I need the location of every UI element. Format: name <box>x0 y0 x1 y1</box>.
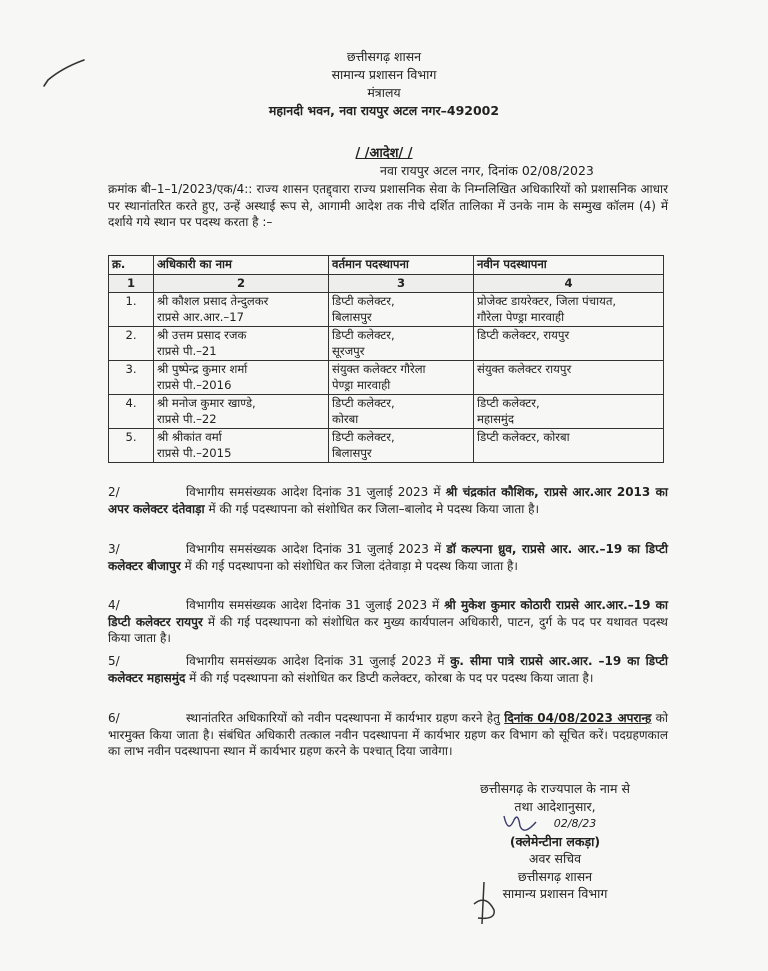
header-officer-name: अधिकारी का नाम <box>154 256 329 275</box>
cell-officer-name-line: श्री मनोज कुमार खाण्डे, <box>157 396 256 410</box>
intro-paragraph: क्रमांक बी–1–1/2023/एक/4:: राज्य शासन एतद्द्वारा राज्य प्रशासनिक सेवा के निम्नलिखित अधिकारियों को प्रशासनिक आधार पर स्थानांतरित करते हुए, उन्हें अस्थाई रूप से, आगामी आदेश तक नीचे दर्शित तालिका में उनके नाम के सम्मुख कॉलम (4) में दर्शाये गये स्थान पर पदस्थ करता है :– <box>108 182 668 230</box>
cell-current-posting-line: सूरजपुर <box>332 343 365 358</box>
cell-serial <box>109 429 154 463</box>
header-new-posting: नवीन पदस्थापना <box>474 256 664 275</box>
cell-new-posting-line: डिप्टी कलेक्टर, <box>477 396 540 410</box>
paragraph-3: 3/ विभागीय समसंख्यक आदेश दिनांक 31 जुलाई 2023 में डॉ कल्पना ध्रुव, राप्रसे आर. आर.–19 का डिप्टी कलेक्टर बीजापुर में की गई पदस्थापना को संशोधित कर जिला दंतेवाड़ा मे पदस्थ किया जाता है। <box>108 542 668 573</box>
header-current-posting: वर्तमान पदस्थापना <box>329 256 474 275</box>
cell-officer-name-line: श्री कौशल प्रसाद तेन्दुलकर <box>157 294 269 308</box>
order-dateline: नवा रायपुर अटल नगर, दिनांक 02/08/2023 <box>380 163 594 178</box>
header-ministry: मंत्रालय <box>367 85 401 100</box>
cell-new-posting-line <box>477 344 660 360</box>
table-index-row: 1 2 3 4 <box>109 274 664 293</box>
cell-officer-name-line: राप्रसे पी.–22 <box>157 411 217 426</box>
cell-serial-line: 2. <box>125 328 137 342</box>
cell-new-posting <box>474 361 664 395</box>
cell-new-posting-line: डिप्टी कलेक्टर, रायपुर <box>477 328 570 342</box>
signatory-department: सामान्य प्रशासन विभाग <box>502 886 608 901</box>
cell-officer-name <box>154 327 329 361</box>
paragraph-2: 2/ विभागीय समसंख्यक आदेश दिनांक 31 जुलाई 2023 में श्री चंद्रकांत कौशिक, राप्रसे आर.आर 2013 का अपर कलेक्टर दंतेवाड़ा में की गई पदस्थापना को संशोधित कर जिला–बालोद मे पदस्थ किया जाता है। <box>108 485 669 516</box>
cell-current-posting <box>329 395 474 429</box>
handwritten-signature-icon <box>470 880 500 926</box>
letterhead <box>0 48 768 120</box>
cell-serial <box>109 293 154 327</box>
cell-new-posting-line: प्रोजेक्ट डायरेक्टर, जिला पंचायत, <box>477 294 617 308</box>
paragraph-6: 6/ स्थानांतरित अधिकारियों को नवीन पदस्थापना में कार्यभार ग्रहण करने हेतु दिनांक 04/08/2023 अपरान्ह को भारमुक्त किया जाता है। संबंधित अधिकारी तत्काल नवीन पदस्थापना में कार्यभार ग्रहण कर विभाग को सूचित करें। पदग्रहणकाल का लाभ नवीन पदस्थापना स्थान में कार्यभार ग्रहण करने के पश्चात् दिया जावेगा। <box>108 711 668 759</box>
cell-serial-line: 1. <box>125 294 137 308</box>
cell-serial-line: 5. <box>125 430 137 444</box>
cell-new-posting <box>474 395 664 429</box>
cell-officer-name <box>154 293 329 327</box>
table-row <box>109 395 664 429</box>
cell-officer-name-line: राप्रसे पी.–2016 <box>157 377 232 392</box>
header-serial: क्र. <box>109 256 154 275</box>
signature-order-line: तथा आदेशानुसार, <box>514 798 596 814</box>
cell-officer-name <box>154 429 329 463</box>
cell-new-posting-line <box>477 378 660 394</box>
cell-new-posting <box>474 327 664 361</box>
paragraph-4: 4/ विभागीय समसंख्यक आदेश दिनांक 31 जुलाई 2023 में श्री मुकेश कुमार कोठारी राप्रसे आर.आर.–19 का डिप्टी कलेक्टर रायपुर में की गई पदस्थापना को संशोधित कर मुख्य कार्यपालन अधिकारी, पाटन, दुर्ग के पद पर यथावत पदस्थ किया जाता है। <box>108 598 668 646</box>
signature-scribble-icon <box>500 810 540 838</box>
cell-new-posting <box>474 293 664 327</box>
cell-current-posting-line: कोरबा <box>332 411 359 426</box>
cell-current-posting-line: डिप्टी कलेक्टर, <box>332 294 395 308</box>
signature-date: 02/8/23 <box>553 817 597 830</box>
cell-officer-name-line: राप्रसे आर.आर.–17 <box>157 309 244 324</box>
cell-officer-name-line: श्री उत्तम प्रसाद रजक <box>157 328 247 342</box>
table-row <box>109 293 664 327</box>
cell-current-posting-line: पेण्ड्रा मारवाही <box>332 377 391 392</box>
cell-new-posting-line: महासमुंद <box>477 411 515 426</box>
table-row <box>109 327 664 361</box>
cell-current-posting <box>329 293 474 327</box>
cell-current-posting-line: डिप्टी कलेक्टर, <box>332 396 395 410</box>
header-government: छत्तीसगढ़ शासन <box>346 49 422 64</box>
cell-current-posting-line: बिलासपुर <box>332 445 372 460</box>
cell-new-posting-line: गौरेला पेण्ड्रा मारवाही <box>477 309 565 324</box>
signature-authority-line: छत्तीसगढ़ के राज्यपाल के नाम से <box>480 781 630 796</box>
signatory-designation: अवर सचिव <box>528 851 582 866</box>
cell-current-posting <box>329 429 474 463</box>
cell-current-posting-line: संयुक्त कलेक्टर गौरेला <box>332 362 426 376</box>
cell-officer-name-line: श्री पुष्पेन्द्र कुमार शर्मा <box>157 362 248 376</box>
cell-serial <box>109 327 154 361</box>
cell-officer-name <box>154 395 329 429</box>
cell-new-posting-line: डिप्टी कलेक्टर, कोरबा <box>477 430 570 444</box>
transfer-table <box>108 255 664 463</box>
cell-serial <box>109 395 154 429</box>
cell-serial-line: 3. <box>125 362 137 376</box>
cell-current-posting <box>329 361 474 395</box>
cell-current-posting-line: बिलासपुर <box>332 309 372 324</box>
cell-serial <box>109 361 154 395</box>
cell-current-posting-line: डिप्टी कलेक्टर, <box>332 430 395 444</box>
cell-new-posting-line <box>477 446 660 462</box>
table-row <box>109 429 664 463</box>
paragraph-5: 5/ विभागीय समसंख्यक आदेश दिनांक 31 जुलाई 2023 में कु. सीमा पात्रे राप्रसे आर.आर. –19 का डिप्टी कलेक्टर महासमुंद में की गई पदस्थापना को संशोधित कर डिप्टी कलेक्टर, कोरबा के पद पर पदस्थ किया जाता है। <box>108 654 669 685</box>
cell-new-posting <box>474 429 664 463</box>
cell-current-posting <box>329 327 474 361</box>
cell-serial-line: 4. <box>125 396 137 410</box>
signatory-name: (क्लेमेन्टीना लकड़ा) <box>509 833 601 849</box>
signatory-org: छत्तीसगढ़ शासन <box>517 868 593 884</box>
table-row <box>109 361 664 395</box>
cell-officer-name-line: राप्रसे पी.–21 <box>157 343 217 358</box>
cell-officer-name <box>154 361 329 395</box>
cell-new-posting-line: संयुक्त कलेक्टर रायपुर <box>477 362 572 376</box>
cell-officer-name-line: श्री श्रीकांत वर्मा <box>157 430 222 444</box>
order-title: / /आदेश/ / <box>355 146 413 161</box>
cell-officer-name-line: राप्रसे पी.–2015 <box>157 445 232 460</box>
header-address: महानदी भवन, नवा रायपुर अटल नगर–492002 <box>268 103 500 118</box>
header-department: सामान्य प्रशासन विभाग <box>331 67 437 82</box>
table-header-row <box>109 256 664 275</box>
cell-current-posting-line: डिप्टी कलेक्टर, <box>332 328 395 342</box>
